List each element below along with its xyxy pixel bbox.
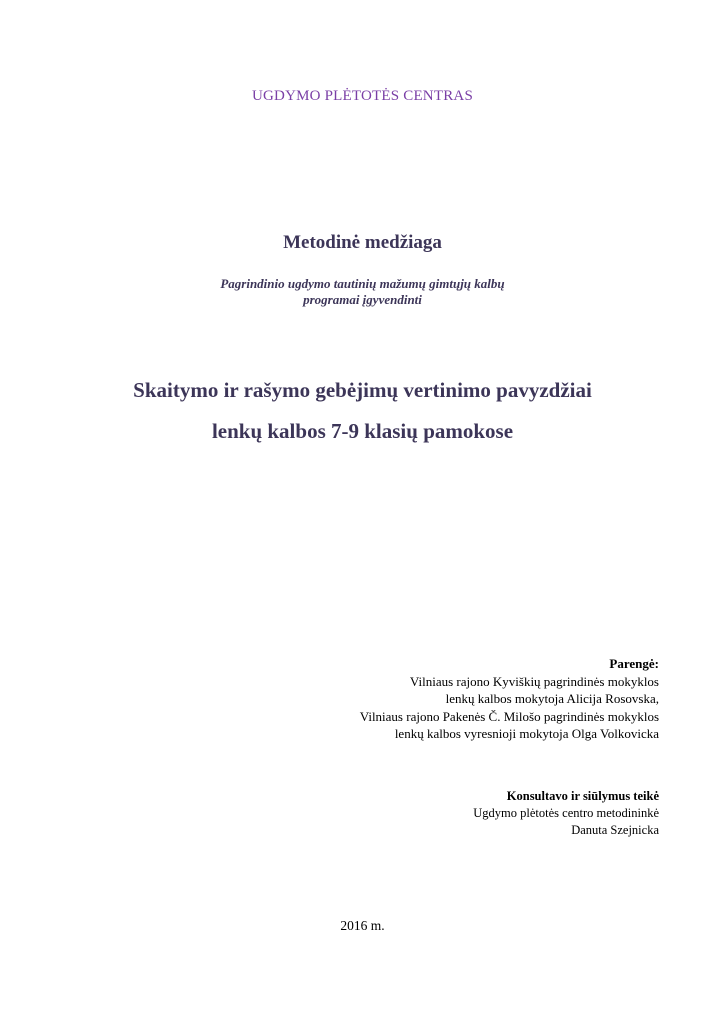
consulted-by-heading: Konsultavo ir siūlymus teikė (506, 789, 659, 803)
prepared-by-line: Vilniaus rajono Pakenės Č. Milošo pagrindinės mokyklos (359, 708, 659, 724)
subtitle-line: Pagrindinio ugdymo tautinių mažumų gimtųjų kalbų (220, 276, 505, 291)
subtitle-line: programai įgyvendinti (303, 292, 422, 307)
prepared-by-block (360, 655, 659, 743)
prepared-by-line: lenkų kalbos vyresnioji mokytoja Olga Volkovicka (394, 726, 659, 741)
title-line: lenkų kalbos 7-9 klasių pamokose (211, 419, 514, 443)
prepared-by-line: Vilniaus rajono Kyviškių pagrindinės mokyklos (409, 673, 659, 689)
prepared-by-line: lenkų kalbos mokytoja Alicija Rosovska, (445, 691, 659, 706)
prepared-by-heading: Parengė: (609, 656, 659, 671)
organization-name: UGDYMO PLĖTOTĖS CENTRAS (251, 88, 473, 104)
title-line: Skaitymo ir rašymo gebėjimų vertinimo pavyzdžiai (133, 378, 592, 402)
consulted-by-line: Ugdymo plėtotės centro metodininkė (473, 806, 659, 820)
consulted-by-line: Danuta Szejnicka (571, 823, 659, 837)
document-title (0, 370, 725, 452)
publication-year: 2016 m. (340, 918, 385, 933)
document-type-heading: Metodinė medžiaga (283, 232, 442, 253)
consulted-by-block (473, 788, 659, 839)
document-subtitle (0, 276, 725, 308)
